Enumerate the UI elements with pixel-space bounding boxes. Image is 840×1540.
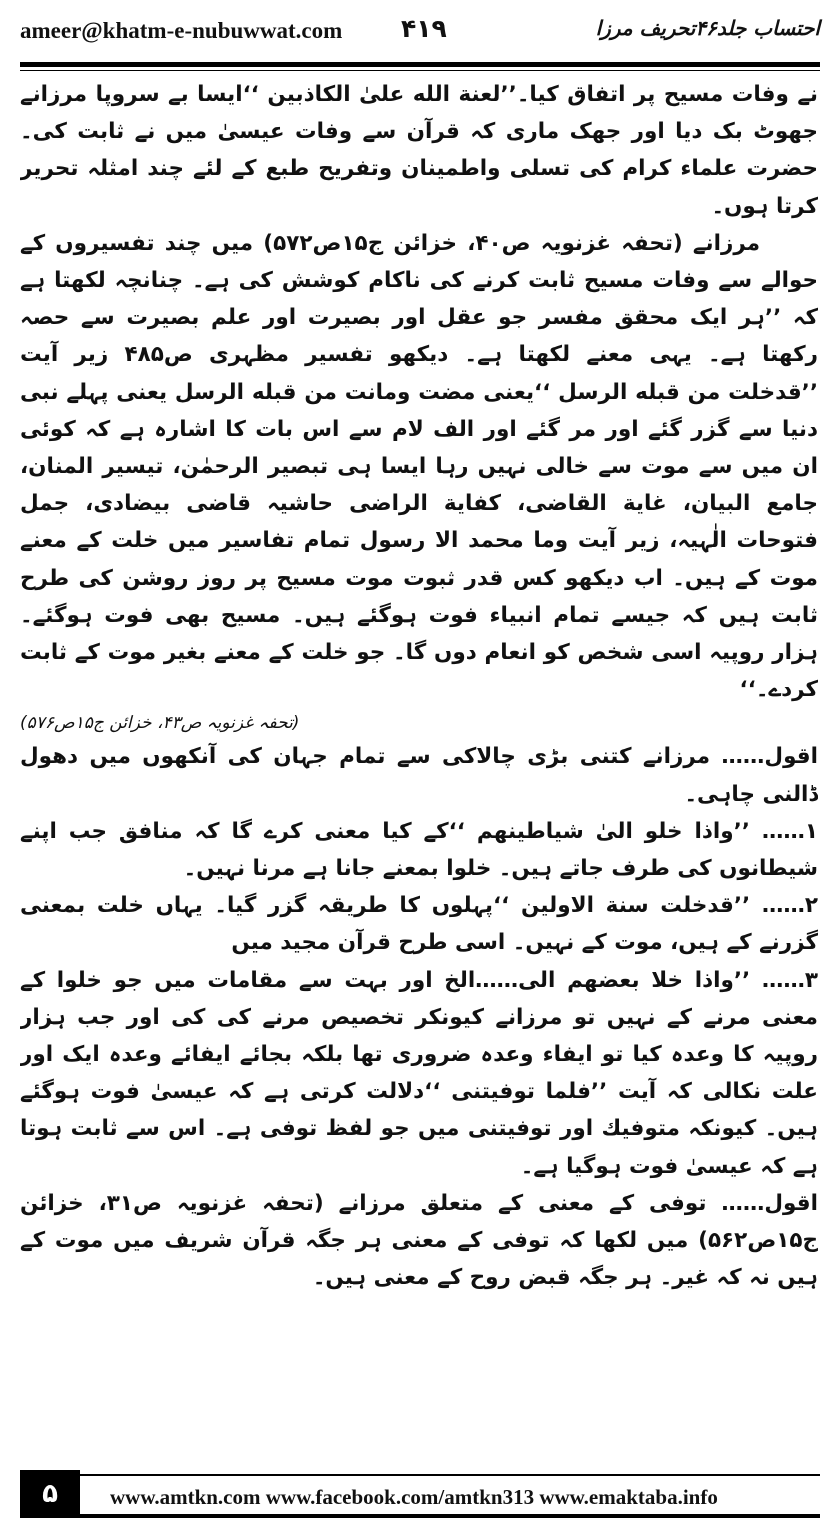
- page-header: [20, 14, 820, 54]
- numbered-point-1: ۱…… ’’واذا خلو الیٰ شیاطینهم ‘‘کے کیا معنی کرے گا کہ منافق جب اپنے شیطانوں کی طرف جاتے ہیں۔ خلوا بمعنے جانا ہے مرنا نہیں۔: [20, 818, 818, 882]
- header-book-title: احتساب جلد۴۶تحریف مرزا: [595, 16, 820, 40]
- paragraph-aqool: اقول…… مرزانے کتنی بڑی چالاکی سے تمام جہان کی آنکھوں میں دھول ڈالنی چاہی۔: [20, 744, 818, 807]
- header-divider-thick: [20, 62, 820, 67]
- footer-divider-top: [80, 1474, 820, 1476]
- reference-citation: (تحفہ غزنویہ ص۴۳، خزائن ج۱۵ص۵۷۶): [20, 713, 300, 734]
- footer-links[interactable]: www.amtkn.com www.facebook.com/amtkn313 www.emaktaba.info: [110, 1485, 718, 1509]
- numbered-point-3: ۳…… ’’واذا خلا بعضهم الی……الخ اور بہت سے مقامات میں جو خلوا کے معنی مرنے کے نہیں تو مرزانے کیونکر تخصیص مرنے کی کی اور جب ہزار روپیہ کا وعدہ کیا تو ایفاء وعدہ ضروری تھا بلکہ بجائے ایفائے وعدہ ایک اور علت نکالی کہ آیت ’’فلما توفیتنی ‘‘دلالت کرتی ہے کہ عیسیٰ فوت ہوگئے ہیں۔ کیونکہ متوفیك اور توفیتنی میں جو لفظ توفی ہے۔ اس سے ثابت ہوتا ہے کہ عیسیٰ فوت ہوگیا ہے۔: [20, 967, 818, 1179]
- paragraph: نے وفات مسیح پر اتفاق کیا۔’’لعنة الله علیٰ الکاذبین ‘‘ایسا بے سروپا مرزانے جھوٹ بک دیا اور جھک ماری کہ قرآن سے وفات عیسیٰ میں نے ثابت کی۔ حضرت علماء کرام کی تسلی واطمینان وتفریح طبع کے لئے چند امثلہ تحریر کرتا ہوں۔: [20, 82, 818, 219]
- header-page-number: ۴۱۹: [401, 14, 447, 43]
- header-email: ameer@khatm-e-nubuwwat.com: [20, 18, 343, 43]
- footer-divider-bottom: [80, 1514, 820, 1518]
- page-footer: [20, 1470, 820, 1518]
- paragraph-quote: مرزانے (تحفہ غزنویہ ص۴۰، خزائن ج۱۵ص۵۷۲) میں چند تفسیروں کے حوالے سے وفات مسیح ثابت کرنے کی ناکام کوشش کی ہے۔ چنانچہ لکھتا ہے کہ ’’ہر ایک محقق مفسر جو عقل اور بصیرت اور علم بصیرت سے حصہ رکھتا ہے۔ یہی معنے لکھتا ہے۔ دیکھو تفسیر مظہری ص۴۸۵ زیر آیت ’’قدخلت من قبله الرسل ‘‘یعنی مضت ومانت من قبله الرسل یعنی پہلے نبی دنیا سے گزر گئے اور مر گئے اور الف لام سے اس بات کا اشارہ ہے کہ کوئی ان میں سے موت سے خالی نہیں رہا ایسا ہی تبصیر الرحمٰن، تیسیر المنان، جامع البیان، غایة القاضی، کفایة الراضی حاشیہ قاضی بیضادی، جمل فتوحات الٰہیہ، زیر آیت وما محمد الا رسول تمام تفاسیر میں خلت کے معنے موت کے ہیں۔ اب دیکھو کس قدر ثبوت موت مسیح پر روز روشن کی طرح ثابت ہیں کہ جیسے تمام انبیاء فوت ہوگئے ہیں۔ مسیح بھی فوت ہوگئے۔ ہزار روپیہ اسی شخص کو انعام دوں گا۔ جو خلت کے معنے بغیر موت کے ثابت کردے۔‘‘: [20, 230, 818, 703]
- header-divider-thin: [20, 70, 820, 71]
- footer-page-badge: ۵: [20, 1470, 80, 1518]
- paragraph-aqool-tawaffi: اقول…… توفی کے معنی کے متعلق مرزانے (تحفہ غزنویہ ص۳۱، خزائن ج۱۵ص۵۶۲) میں لکھا کہ توفی کے معنی ہر جگہ قرآن شریف میں موت کے ہیں نہ کہ غیر۔ ہر جگہ قبض روح کے معنی ہیں۔: [20, 1190, 818, 1291]
- body-text: [20, 76, 818, 1448]
- numbered-point-2: ۲…… ’’قدخلت سنة الاولین ‘‘پہلوں کا طریقہ گزر گیا۔ یہاں خلت بمعنی گزرنے کے ہیں، موت کے نہیں۔ اسی طرح قرآن مجید میں: [20, 893, 818, 956]
